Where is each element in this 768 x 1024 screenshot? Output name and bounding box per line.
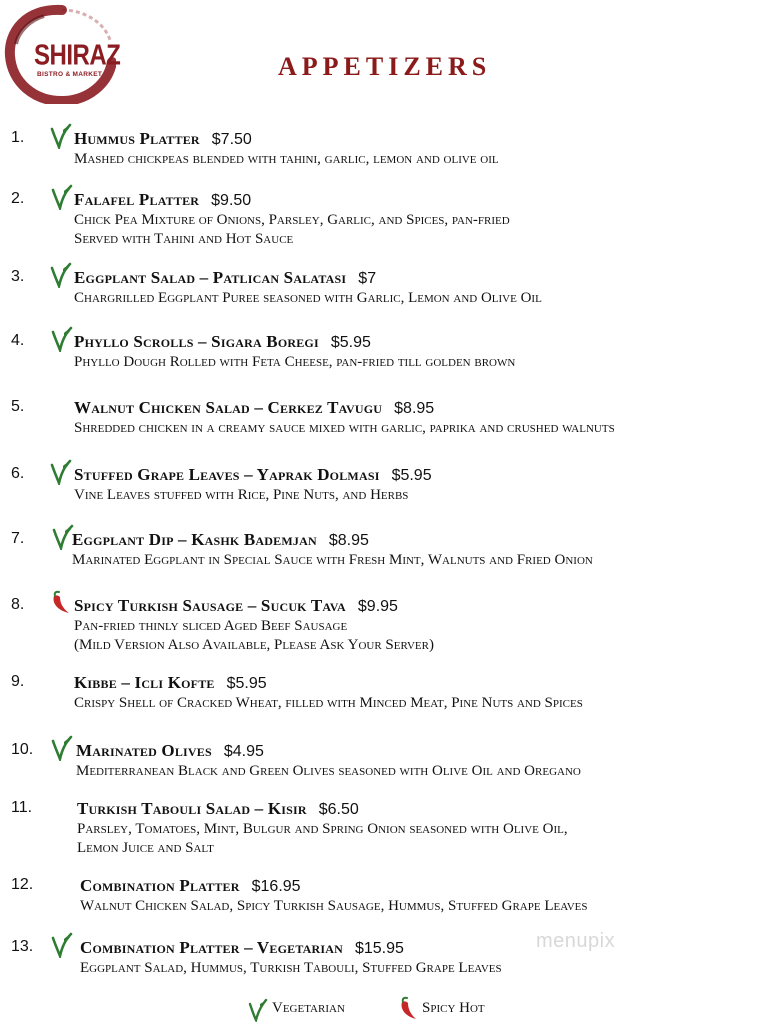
item-price: $4.95	[223, 743, 264, 760]
item-price: $9.95	[357, 598, 398, 615]
item-name: Spicy Turkish Sausage – Sucuk Tava	[74, 596, 346, 615]
item-number: 6.	[11, 465, 25, 482]
item-price: $8.95	[328, 532, 369, 549]
item-description: Eggplant Salad, Hummus, Turkish Tabouli, Stuffed Grape Leaves	[80, 960, 502, 976]
item-number: 13.	[11, 938, 34, 955]
item-price: $8.95	[394, 400, 435, 417]
item-name: Combination Platter – Vegetarian	[80, 938, 343, 957]
item-price: $16.95	[251, 878, 301, 895]
legend-vegetarian-label: Vegetarian	[272, 1000, 345, 1016]
legend	[0, 996, 768, 1024]
item-description: Served with Tahini and Hot Sauce	[74, 231, 294, 247]
logo-name: SHIRAZ	[34, 39, 121, 72]
page-title: APPETIZERS	[278, 52, 492, 81]
item-number: 8.	[11, 596, 25, 613]
item-description: Marinated Eggplant in Special Sauce with Fresh Mint, Walnuts and Fried Onion	[72, 552, 593, 568]
item-heading	[74, 332, 371, 352]
vegetarian-icon	[50, 326, 74, 352]
item-heading	[77, 799, 359, 819]
item-description: Phyllo Dough Rolled with Feta Cheese, pan-fried till golden brown	[74, 354, 516, 370]
item-description: Mashed chickpeas blended with tahini, garlic, lemon and olive oil	[74, 151, 499, 167]
item-heading	[80, 876, 301, 896]
item-number: 3.	[11, 268, 25, 285]
item-heading	[76, 741, 264, 761]
item-price: $7	[358, 270, 377, 287]
chili-pepper-icon	[396, 996, 422, 1022]
vegetarian-icon	[50, 932, 74, 958]
item-price: $5.95	[330, 334, 371, 351]
item-price: $5.95	[226, 675, 267, 692]
item-description: Chick Pea Mixture of Onions, Parsley, Garlic, and Spices, pan-fried	[74, 212, 510, 228]
item-name: Marinated Olives	[76, 741, 212, 760]
item-number: 1.	[11, 129, 25, 146]
item-name: Kibbe – Icli Kofte	[74, 673, 215, 692]
item-name: Combination Platter	[80, 876, 240, 895]
item-number: 4.	[11, 332, 25, 349]
item-price: $9.50	[211, 192, 252, 209]
item-name: Eggplant Salad – Patlican Salatasi	[74, 268, 347, 287]
item-name: Stuffed Grape Leaves – Yaprak Dolmasi	[74, 465, 380, 484]
item-name: Phyllo Scrolls – Sigara Boregi	[74, 332, 319, 351]
item-heading	[72, 530, 369, 550]
item-name: Falafel Platter	[74, 190, 200, 209]
item-number: 5.	[11, 398, 25, 415]
item-name: Eggplant Dip – Kashk Bademjan	[72, 530, 317, 549]
item-heading	[80, 938, 404, 958]
vegetarian-icon	[49, 123, 73, 149]
item-heading	[74, 596, 398, 616]
vegetarian-icon	[50, 184, 74, 210]
vegetarian-icon	[49, 459, 73, 485]
item-number: 9.	[11, 673, 25, 690]
item-heading	[74, 268, 376, 288]
item-name: Hummus Platter	[74, 129, 200, 148]
item-heading	[74, 673, 267, 693]
item-number: 10.	[11, 741, 34, 758]
item-heading	[74, 190, 251, 210]
item-description: Vine Leaves stuffed with Rice, Pine Nuts, and Herbs	[74, 487, 409, 503]
item-price: $6.50	[318, 801, 359, 818]
item-heading	[74, 398, 434, 418]
item-price: $5.95	[391, 467, 432, 484]
restaurant-logo	[4, 4, 121, 104]
item-description: Walnut Chicken Salad, Spicy Turkish Sausage, Hummus, Stuffed Grape Leaves	[80, 898, 588, 914]
vegetarian-icon	[49, 262, 73, 288]
item-price: $15.95	[354, 940, 404, 957]
item-name: Turkish Tabouli Salad – Kisir	[77, 799, 307, 818]
item-description: Lemon Juice and Salt	[77, 840, 214, 856]
logo-subtitle: BISTRO & MARKET	[37, 71, 103, 78]
chili-pepper-icon	[48, 590, 72, 616]
watermark: menupix	[536, 930, 616, 952]
item-description: (Mild Version Also Available, Please Ask Your Server)	[74, 637, 434, 653]
item-number: 2.	[11, 190, 25, 207]
item-heading	[74, 465, 432, 485]
vegetarian-icon	[246, 998, 268, 1022]
item-description: Parsley, Tomatoes, Mint, Bulgur and Spring Onion seasoned with Olive Oil,	[77, 821, 568, 837]
item-description: Pan-fried thinly sliced Aged Beef Sausage	[74, 618, 348, 634]
item-description: Mediterranean Black and Green Olives seasoned with Olive Oil and Oregano	[76, 763, 581, 779]
item-price: $7.50	[211, 131, 252, 148]
item-number: 7.	[11, 530, 25, 547]
item-number: 11.	[11, 799, 33, 816]
vegetarian-icon	[50, 735, 74, 761]
item-description: Chargrilled Eggplant Puree seasoned with Garlic, Lemon and Olive Oil	[74, 290, 542, 306]
item-description: Crispy Shell of Cracked Wheat, filled with Minced Meat, Pine Nuts and Spices	[74, 695, 583, 711]
item-heading	[74, 129, 252, 149]
legend-spicy-label: Spicy Hot	[422, 1000, 485, 1016]
item-description: Shredded chicken in a creamy sauce mixed with garlic, paprika and crushed walnuts	[74, 420, 615, 436]
item-number: 12.	[11, 876, 34, 893]
item-name: Walnut Chicken Salad – Cerkez Tavugu	[74, 398, 383, 417]
